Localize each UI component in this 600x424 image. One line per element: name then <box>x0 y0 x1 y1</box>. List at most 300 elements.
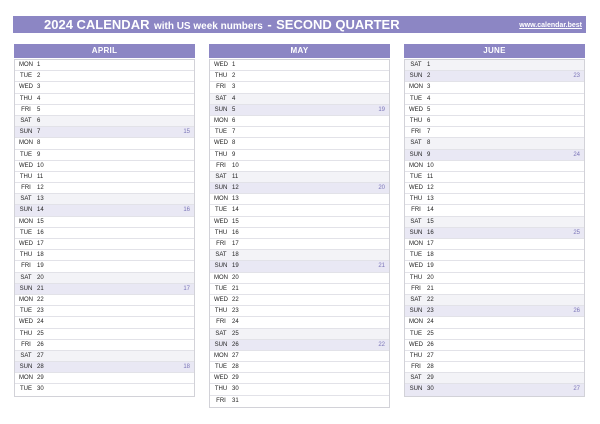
day-number: 16 <box>37 229 44 236</box>
day-row <box>210 340 389 351</box>
day-number: 15 <box>232 218 239 225</box>
day-row <box>405 183 584 194</box>
day-number: 4 <box>427 95 431 102</box>
day-row <box>210 217 389 228</box>
day-number: 4 <box>37 95 41 102</box>
day-of-week: SAT <box>410 375 422 382</box>
day-row <box>210 60 389 71</box>
week-number: 21 <box>378 263 385 270</box>
day-number: 9 <box>427 151 431 158</box>
day-row <box>15 105 194 116</box>
day-row <box>15 351 194 362</box>
day-number: 21 <box>37 285 44 292</box>
day-number: 13 <box>427 196 434 203</box>
day-number: 27 <box>37 352 44 359</box>
day-of-week: MON <box>409 84 423 91</box>
day-row <box>405 284 584 295</box>
day-number: 12 <box>427 185 434 192</box>
week-number: 19 <box>378 106 385 113</box>
day-number: 11 <box>427 173 434 180</box>
day-row <box>405 60 584 71</box>
day-of-week: THU <box>19 173 33 180</box>
day-of-week: TUE <box>20 73 32 80</box>
day-of-week: THU <box>214 229 228 236</box>
day-of-week: MON <box>409 319 423 326</box>
week-number: 16 <box>183 207 190 214</box>
day-number: 10 <box>37 162 44 169</box>
day-row <box>405 340 584 351</box>
day-of-week: THU <box>214 386 228 393</box>
day-of-week: TUE <box>20 386 32 393</box>
day-number: 17 <box>37 241 44 247</box>
day-of-week: SAT <box>20 274 32 281</box>
day-number: 14 <box>232 207 239 214</box>
day-row <box>405 373 584 384</box>
day-number: 7 <box>427 129 431 136</box>
day-row <box>405 295 584 306</box>
day-number: 13 <box>232 196 239 203</box>
day-of-week: MON <box>19 218 33 225</box>
day-of-week: TUE <box>215 364 227 371</box>
day-number: 29 <box>37 375 44 382</box>
day-number: 26 <box>232 341 239 348</box>
day-of-week: FRI <box>216 241 226 247</box>
page-title <box>44 16 400 33</box>
day-number: 20 <box>37 274 44 281</box>
day-row <box>405 82 584 93</box>
day-list <box>14 59 195 397</box>
day-number: 4 <box>232 95 236 102</box>
day-number: 14 <box>37 207 44 214</box>
day-of-week: SUN <box>214 106 228 113</box>
day-of-week: TUE <box>410 95 422 102</box>
day-of-week: SUN <box>409 229 423 236</box>
day-number: 30 <box>37 386 44 393</box>
day-number: 23 <box>37 308 44 315</box>
day-of-week: WED <box>409 341 423 348</box>
day-row <box>210 116 389 127</box>
day-of-week: WED <box>409 106 423 113</box>
day-number: 5 <box>232 106 236 113</box>
website-link[interactable]: www.calendar.best <box>519 22 582 29</box>
day-number: 27 <box>232 352 239 359</box>
day-of-week: WED <box>19 162 33 169</box>
day-row <box>15 161 194 172</box>
day-row <box>405 94 584 105</box>
day-row <box>15 295 194 306</box>
day-number: 28 <box>37 364 44 371</box>
day-number: 19 <box>232 263 239 270</box>
day-number: 3 <box>427 84 431 91</box>
day-row <box>15 116 194 127</box>
title-separator: - <box>267 17 272 32</box>
day-of-week: FRI <box>216 397 226 404</box>
day-of-week: FRI <box>411 207 421 214</box>
day-row <box>405 250 584 261</box>
day-row <box>210 82 389 93</box>
day-row <box>15 205 194 216</box>
day-number: 17 <box>232 241 239 247</box>
day-row <box>405 228 584 239</box>
day-of-week: TUE <box>215 285 227 292</box>
day-number: 5 <box>427 106 431 113</box>
week-number: 20 <box>378 185 385 192</box>
day-row <box>15 340 194 351</box>
day-number: 10 <box>232 162 239 169</box>
day-of-week: SAT <box>410 140 422 147</box>
day-of-week: SUN <box>19 207 33 214</box>
day-number: 2 <box>427 73 431 80</box>
day-number: 15 <box>427 218 434 225</box>
day-of-week: FRI <box>21 263 31 270</box>
day-of-week: FRI <box>411 129 421 136</box>
title-quarter: SECOND QUARTER <box>276 17 400 32</box>
day-of-week: MON <box>409 162 423 169</box>
day-of-week: SAT <box>410 296 422 303</box>
day-row <box>15 94 194 105</box>
day-row <box>405 306 584 317</box>
day-of-week: SUN <box>409 386 423 393</box>
day-row <box>210 273 389 284</box>
day-of-week: THU <box>19 95 33 102</box>
day-number: 2 <box>232 73 236 80</box>
day-row <box>210 205 389 216</box>
day-number: 25 <box>427 330 434 337</box>
day-of-week: WED <box>409 185 423 192</box>
day-row <box>405 127 584 138</box>
day-number: 28 <box>427 364 434 371</box>
day-number: 1 <box>427 62 431 68</box>
day-number: 29 <box>232 375 239 382</box>
day-row <box>15 273 194 284</box>
day-row <box>210 351 389 362</box>
week-number: 18 <box>183 364 190 371</box>
day-number: 22 <box>37 296 44 303</box>
day-number: 25 <box>37 330 44 337</box>
day-row <box>210 228 389 239</box>
day-row <box>405 105 584 116</box>
day-row <box>15 183 194 194</box>
day-row <box>210 317 389 328</box>
day-row <box>405 194 584 205</box>
day-row <box>210 362 389 373</box>
day-row <box>210 71 389 82</box>
day-of-week: SUN <box>409 73 423 80</box>
day-of-week: WED <box>214 296 228 303</box>
day-row <box>15 228 194 239</box>
day-number: 12 <box>232 185 239 192</box>
day-row <box>210 239 389 250</box>
day-number: 27 <box>427 352 434 359</box>
month-header: APRIL <box>14 44 195 58</box>
month-april <box>14 44 195 397</box>
day-row <box>210 384 389 395</box>
day-row <box>405 217 584 228</box>
day-number: 2 <box>37 73 41 80</box>
day-row <box>210 284 389 295</box>
day-number: 17 <box>427 241 434 247</box>
day-row <box>15 306 194 317</box>
day-row <box>405 205 584 216</box>
week-number: 23 <box>573 73 580 80</box>
day-number: 18 <box>37 252 44 259</box>
day-row <box>210 138 389 149</box>
day-number: 24 <box>427 319 434 326</box>
day-row <box>210 172 389 183</box>
day-number: 23 <box>232 308 239 315</box>
day-of-week: THU <box>19 252 33 259</box>
day-row <box>15 261 194 272</box>
day-row <box>405 138 584 149</box>
title-banner <box>13 16 586 33</box>
day-of-week: SAT <box>20 117 32 124</box>
day-row <box>15 172 194 183</box>
day-number: 11 <box>232 173 239 180</box>
day-number: 13 <box>37 196 44 203</box>
day-of-week: THU <box>409 274 423 281</box>
day-of-week: TUE <box>215 129 227 136</box>
day-row <box>405 329 584 340</box>
day-of-week: SAT <box>215 173 227 180</box>
day-of-week: WED <box>19 319 33 326</box>
week-number: 26 <box>573 308 580 315</box>
day-row <box>15 239 194 250</box>
day-of-week: FRI <box>411 364 421 371</box>
day-of-week: FRI <box>21 341 31 348</box>
day-of-week: SAT <box>215 252 227 259</box>
day-of-week: MON <box>214 274 228 281</box>
day-row <box>405 71 584 82</box>
day-of-week: THU <box>214 151 228 158</box>
day-row <box>210 261 389 272</box>
day-number: 29 <box>427 375 434 382</box>
day-of-week: WED <box>214 140 228 147</box>
week-number: 17 <box>183 285 190 292</box>
day-of-week: WED <box>19 84 33 91</box>
day-row <box>15 127 194 138</box>
day-number: 6 <box>37 117 41 124</box>
day-row <box>405 261 584 272</box>
day-number: 15 <box>37 218 44 225</box>
day-number: 26 <box>427 341 434 348</box>
day-of-week: WED <box>214 375 228 382</box>
day-number: 14 <box>427 207 434 214</box>
week-number: 22 <box>378 341 385 348</box>
day-row <box>15 150 194 161</box>
day-of-week: SUN <box>214 185 228 192</box>
day-row <box>210 396 389 407</box>
day-row <box>15 384 194 395</box>
day-list <box>404 59 585 397</box>
day-of-week: TUE <box>410 173 422 180</box>
day-of-week: SUN <box>19 129 33 136</box>
day-row <box>15 284 194 295</box>
day-row <box>405 239 584 250</box>
day-of-week: THU <box>409 196 423 203</box>
day-row <box>405 351 584 362</box>
day-of-week: TUE <box>20 308 32 315</box>
day-of-week: TUE <box>20 151 32 158</box>
day-of-week: MON <box>214 196 228 203</box>
day-of-week: TUE <box>215 207 227 214</box>
day-number: 7 <box>232 129 236 136</box>
day-of-week: MON <box>409 241 423 247</box>
day-number: 7 <box>37 129 41 136</box>
day-number: 19 <box>37 263 44 270</box>
day-number: 18 <box>232 252 239 259</box>
week-number: 25 <box>573 229 580 236</box>
day-of-week: SAT <box>215 95 227 102</box>
day-number: 12 <box>37 185 44 192</box>
day-row <box>210 127 389 138</box>
day-number: 3 <box>232 84 236 91</box>
month-june <box>404 44 585 397</box>
month-header: JUNE <box>404 44 585 58</box>
day-of-week: FRI <box>216 319 226 326</box>
day-number: 24 <box>37 319 44 326</box>
day-number: 8 <box>37 140 41 147</box>
day-row <box>405 384 584 395</box>
day-number: 24 <box>232 319 239 326</box>
day-row <box>210 373 389 384</box>
day-number: 21 <box>427 285 434 292</box>
day-number: 10 <box>427 162 434 169</box>
day-row <box>15 82 194 93</box>
day-of-week: SAT <box>215 330 227 337</box>
day-number: 26 <box>37 341 44 348</box>
day-of-week: SUN <box>19 285 33 292</box>
day-number: 6 <box>232 117 236 124</box>
day-of-week: MON <box>19 375 33 382</box>
week-number: 15 <box>183 129 190 136</box>
day-number: 11 <box>37 173 44 180</box>
day-of-week: THU <box>214 308 228 315</box>
day-number: 22 <box>427 296 434 303</box>
day-of-week: THU <box>19 330 33 337</box>
day-row <box>210 150 389 161</box>
day-number: 9 <box>37 151 41 158</box>
day-of-week: THU <box>214 73 228 80</box>
day-number: 16 <box>427 229 434 236</box>
day-number: 28 <box>232 364 239 371</box>
day-number: 19 <box>427 263 434 270</box>
day-number: 22 <box>232 296 239 303</box>
day-row <box>405 150 584 161</box>
day-of-week: WED <box>19 241 33 247</box>
day-number: 21 <box>232 285 239 292</box>
month-header: MAY <box>209 44 390 58</box>
day-number: 31 <box>232 397 239 404</box>
day-of-week: WED <box>409 263 423 270</box>
day-of-week: THU <box>409 117 423 124</box>
day-number: 20 <box>232 274 239 281</box>
day-row <box>210 306 389 317</box>
day-row <box>210 94 389 105</box>
day-number: 9 <box>232 151 236 158</box>
day-of-week: SAT <box>20 352 32 359</box>
day-row <box>405 172 584 183</box>
day-row <box>210 161 389 172</box>
day-of-week: SAT <box>20 196 32 203</box>
week-number: 27 <box>573 386 580 393</box>
day-number: 3 <box>37 84 41 91</box>
month-may <box>209 44 390 408</box>
day-row <box>405 317 584 328</box>
day-number: 1 <box>37 62 41 68</box>
day-row <box>15 362 194 373</box>
day-of-week: SUN <box>214 263 228 270</box>
day-row <box>15 194 194 205</box>
day-row <box>210 250 389 261</box>
day-row <box>15 250 194 261</box>
day-row <box>15 329 194 340</box>
day-of-week: SUN <box>409 151 423 158</box>
day-number: 8 <box>232 140 236 147</box>
day-row <box>15 60 194 71</box>
day-of-week: TUE <box>20 229 32 236</box>
day-number: 25 <box>232 330 239 337</box>
day-number: 30 <box>232 386 239 393</box>
title-subtitle: with US week numbers <box>153 21 263 32</box>
day-number: 18 <box>427 252 434 259</box>
day-number: 30 <box>427 386 434 393</box>
day-of-week: MON <box>19 140 33 147</box>
day-of-week: FRI <box>216 162 226 169</box>
day-number: 20 <box>427 274 434 281</box>
day-of-week: SAT <box>410 218 422 225</box>
day-number: 5 <box>37 106 41 113</box>
day-row <box>15 317 194 328</box>
day-row <box>210 295 389 306</box>
day-row <box>15 217 194 228</box>
day-of-week: FRI <box>411 285 421 292</box>
day-of-week: MON <box>214 352 228 359</box>
day-number: 1 <box>232 62 236 68</box>
day-of-week: SUN <box>214 341 228 348</box>
day-of-week: WED <box>214 62 228 68</box>
day-of-week: SUN <box>409 308 423 315</box>
day-row <box>405 116 584 127</box>
day-row <box>405 161 584 172</box>
day-of-week: WED <box>214 218 228 225</box>
day-of-week: MON <box>19 62 33 68</box>
title-year: 2024 CALENDAR <box>44 17 150 32</box>
day-of-week: TUE <box>410 252 422 259</box>
day-row <box>15 71 194 82</box>
day-of-week: SAT <box>410 62 422 68</box>
day-row <box>15 373 194 384</box>
day-of-week: TUE <box>410 330 422 337</box>
day-number: 23 <box>427 308 434 315</box>
day-row <box>405 362 584 373</box>
day-of-week: MON <box>19 296 33 303</box>
day-of-week: FRI <box>216 84 226 91</box>
day-of-week: SUN <box>19 364 33 371</box>
day-number: 16 <box>232 229 239 236</box>
day-number: 8 <box>427 140 431 147</box>
day-of-week: FRI <box>21 185 31 192</box>
day-list <box>209 59 390 408</box>
day-row <box>210 329 389 340</box>
day-row <box>15 138 194 149</box>
day-row <box>405 273 584 284</box>
day-row <box>210 183 389 194</box>
week-number: 24 <box>573 151 580 158</box>
day-of-week: MON <box>214 117 228 124</box>
day-number: 6 <box>427 117 431 124</box>
day-of-week: FRI <box>21 106 31 113</box>
day-row <box>210 194 389 205</box>
